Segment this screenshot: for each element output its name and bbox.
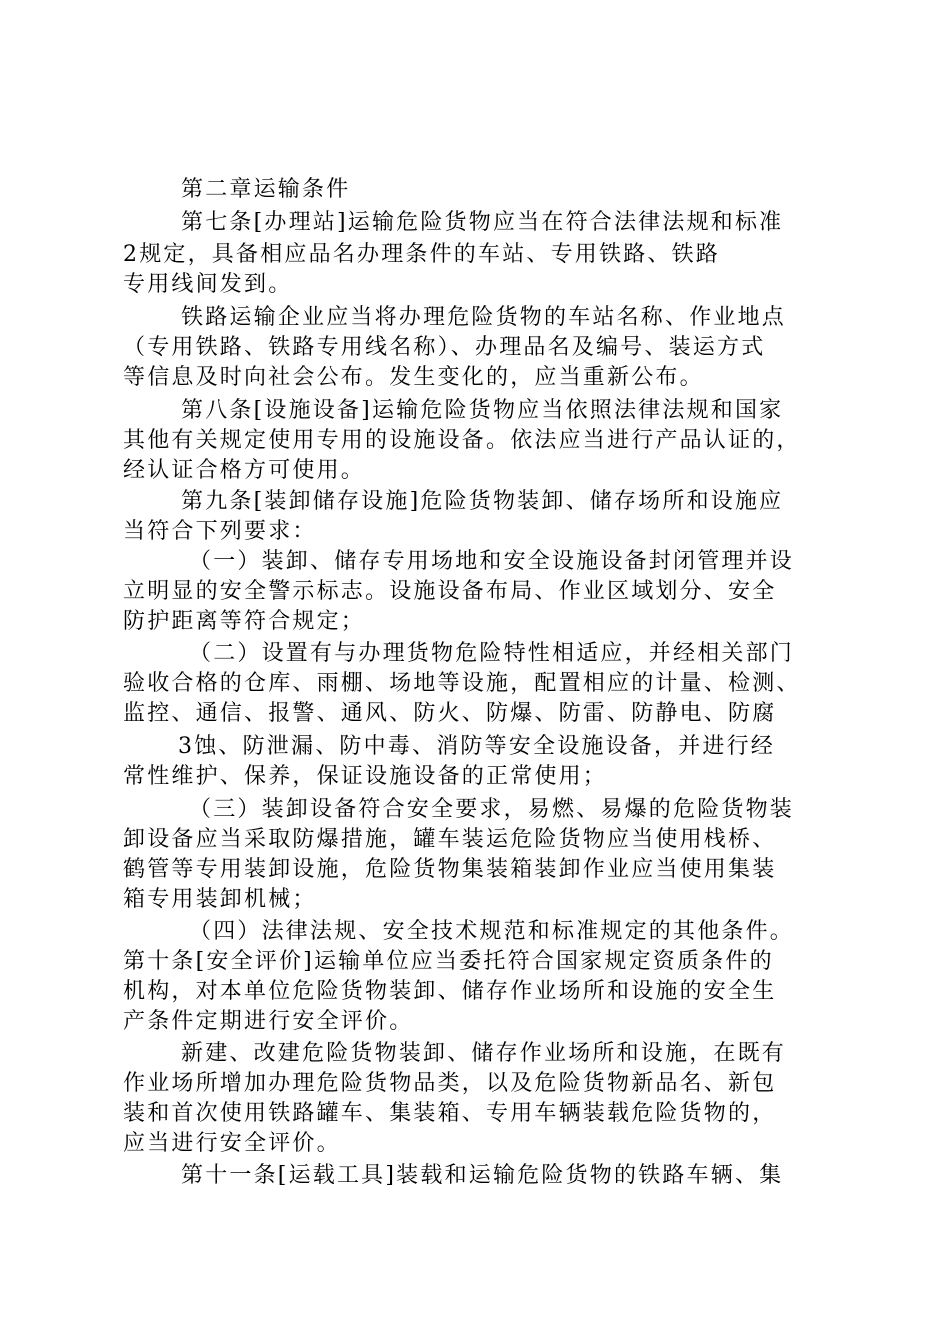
text-line: 装和首次使用铁路罐车、集装箱、专用车辆装载危险货物的， [123, 1101, 777, 1126]
text-line: 当符合下列要求： [123, 519, 317, 544]
text-line: （一）装卸、储存专用场地和安全设施设备封闭管理并设 [189, 549, 795, 574]
text-line: 防护距离等符合规定； [123, 609, 366, 634]
chapter-heading: 第二章运输条件 [181, 177, 351, 202]
text-line: 新建、改建危险货物装卸、储存作业场所和设施，在既有 [181, 1041, 787, 1066]
text-line: （三）装卸设备符合安全要求，易燃、易爆的危险货物装 [189, 797, 795, 822]
text-line: 监控、通信、报警、通风、防火、防爆、防雷、防静电、防腐 [123, 701, 777, 726]
text-line: 专用线间发到。 [123, 272, 293, 297]
text-line: 2规定，具备相应品名办理条件的车站、专用铁路、铁路 [123, 242, 720, 267]
text-line: （四）法律法规、安全技术规范和标准规定的其他条件。 [189, 919, 795, 944]
text-line: 经认证合格方可使用。 [123, 458, 366, 483]
text-line: 其他有关规定使用专用的设施设备。依法应当进行产品认证的， [123, 428, 801, 453]
text-line: 作业场所增加办理危险货物品类，以及危险货物新品名、新包 [123, 1071, 777, 1096]
text-line: 常性维护、保养，保证设施设备的正常使用； [123, 764, 608, 789]
text-line: 鹤管等专用装卸设施，危险货物集装箱装卸作业应当使用集装 [123, 857, 777, 882]
text-line: 产条件定期进行安全评价。 [123, 1009, 414, 1034]
text-line: 卸设备应当采取防爆措施，罐车装运危险货物应当使用栈桥、 [123, 827, 777, 852]
text-line: （专用铁路、铁路专用线名称）、办理品名及编号、装运方式 [123, 335, 766, 360]
text-line: 立明显的安全警示标志。设施设备布局、作业区域划分、安全 [123, 579, 777, 604]
text-line: 验收合格的仓库、雨棚、场地等设施，配置相应的计量、检测、 [123, 671, 801, 696]
text-line: 第八条[设施设备]运输危险货物应当依照法律法规和国家 [181, 398, 784, 423]
text-line: 应当进行安全评价。 [123, 1131, 341, 1156]
text-line: 箱专用装卸机械； [123, 887, 317, 912]
text-line: 机构，对本单位危险货物装卸、储存作业场所和设施的安全生 [123, 979, 777, 1004]
text-line: 3蚀、防泄漏、防中毒、消防等安全设施设备，并进行经 [178, 734, 775, 759]
text-line: 第十条[安全评价]运输单位应当委托符合国家规定资质条件的 [123, 949, 774, 974]
text-line: 第九条[装卸储存设施]危险货物装卸、储存场所和设施应 [181, 489, 784, 514]
text-line: 等信息及时向社会公布。发生变化的，应当重新公布。 [123, 365, 704, 390]
text-line: 第十一条[运载工具]装载和运输危险货物的铁路车辆、集 [181, 1163, 784, 1188]
text-line: 铁路运输企业应当将办理危险货物的车站名称、作业地点 [181, 305, 787, 330]
text-line: 第七条[办理站]运输危险货物应当在符合法律法规和标准 [181, 210, 784, 235]
text-line: （二）设置有与办理货物危险特性相适应，并经相关部门 [189, 641, 795, 666]
